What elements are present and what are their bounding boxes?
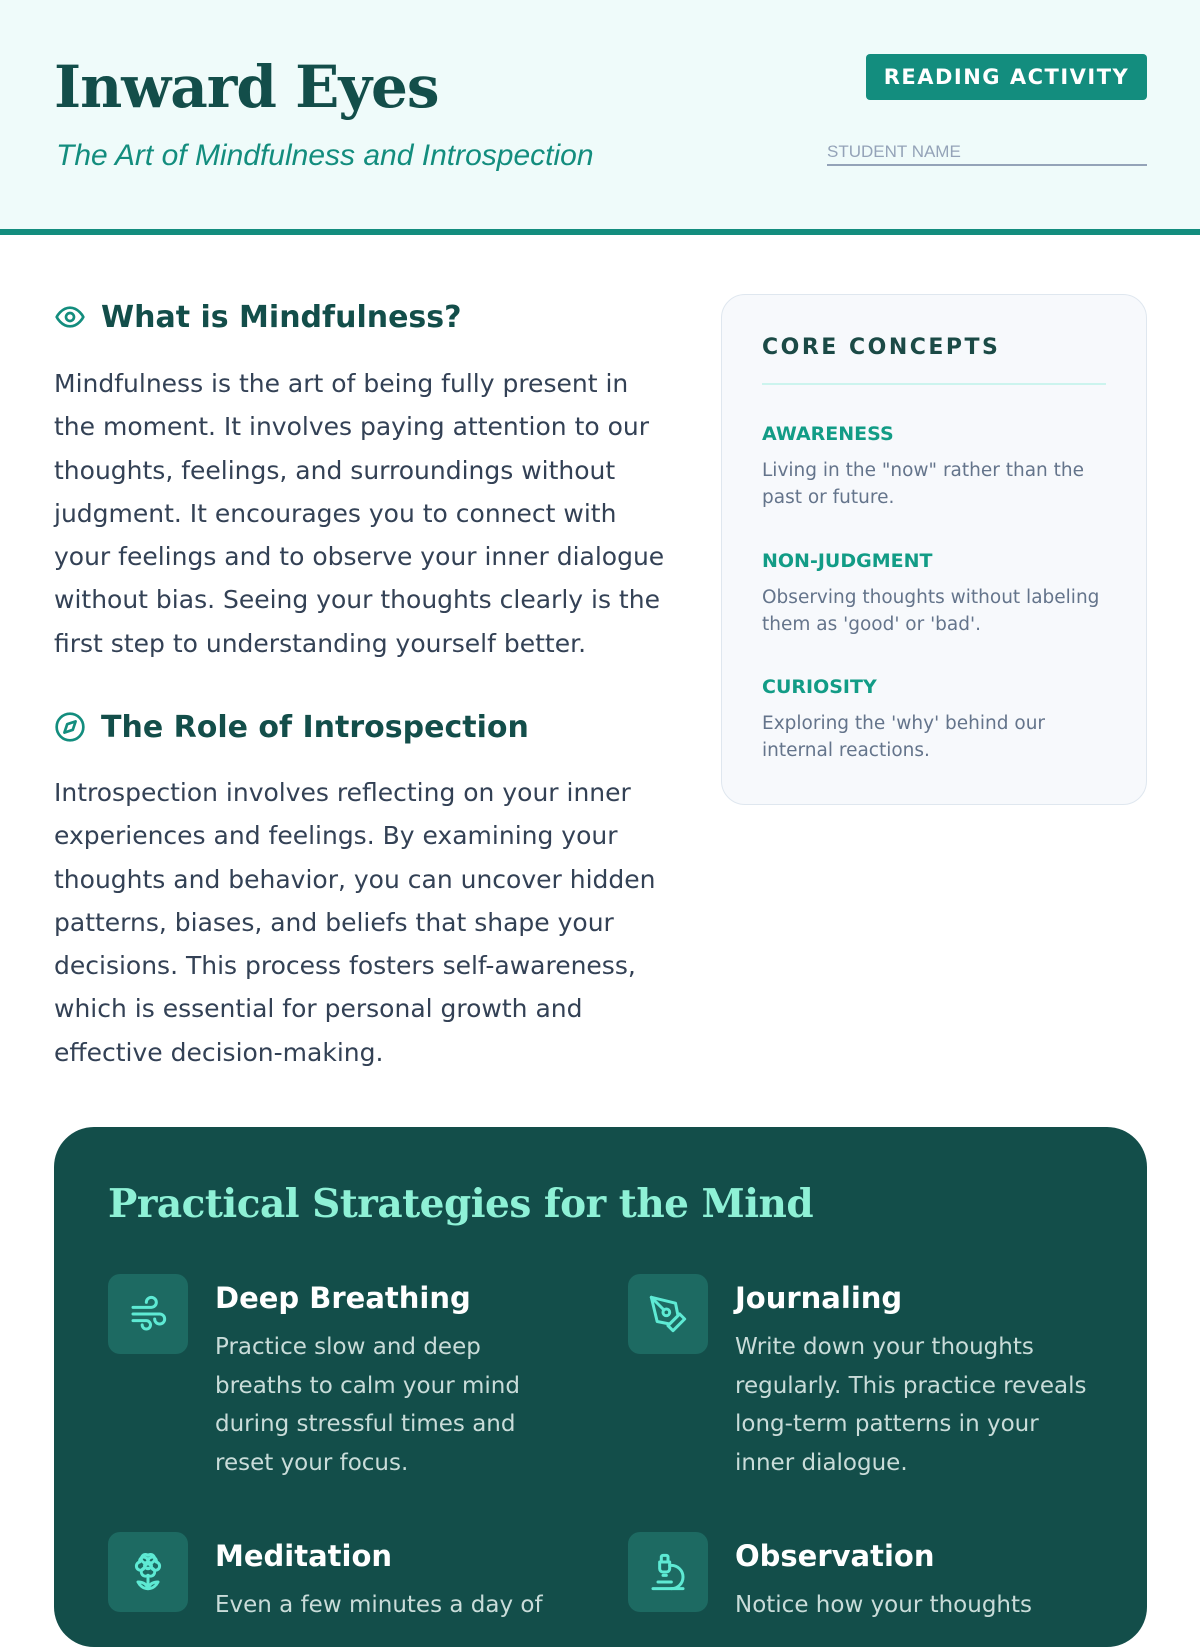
- document-subtitle: The Art of Mindfulness and Introspection: [56, 139, 594, 172]
- strategy-description: Practice slow and deep breaths to calm your mind during stressful times and reset your focus.: [215, 1334, 520, 1476]
- strategies-panel: [54, 1127, 1147, 1647]
- strategy-description: Even a few minutes a day of: [215, 1592, 543, 1618]
- strategy-name: Meditation: [215, 1539, 393, 1573]
- strategy-description: Write down your thoughts regularly. This practice reveals long-term patterns in your inner dialogue.: [735, 1334, 1087, 1476]
- concept-item: [762, 674, 1112, 764]
- wind-icon: [108, 1274, 188, 1354]
- mindfulness-paragraph: Mindfulness is the art of being fully present in the moment. It involves paying attention to our thoughts, feelings, and surroundings without judgment. It encourages you to connect with your feelings and to observe your inner dialogue without bias. Seeing your thoughts clearly is the first step to understanding yourself better.: [54, 369, 665, 658]
- header: [0, 0, 1200, 235]
- section-heading-introspection: [54, 707, 529, 747]
- strategies-title: Practical Strategies for the Mind: [108, 1181, 814, 1227]
- flower-icon: [108, 1532, 188, 1612]
- student-name-field[interactable]: [827, 140, 1147, 166]
- strategy-name: Deep Breathing: [215, 1281, 471, 1315]
- concept-name: CURIOSITY: [762, 676, 877, 698]
- strategy-description: Notice how your thoughts: [735, 1592, 1033, 1618]
- document-title: Inward Eyes: [54, 53, 439, 121]
- concept-name: NON-JUDGMENT: [762, 550, 933, 572]
- concept-name: AWARENESS: [762, 423, 894, 445]
- concept-item: [762, 548, 1112, 638]
- strategy-name: Journaling: [735, 1281, 903, 1315]
- introspection-paragraph: Introspection involves reflecting on your inner experiences and feelings. By examining your thoughts and behavior, you can uncover hidden patterns, biases, and beliefs that shape your decisions. This process fosters self-awareness, which is essential for personal growth and effective decision-making.: [54, 778, 656, 1067]
- concept-item: [762, 421, 1112, 511]
- compass-icon: [54, 711, 86, 743]
- divider: [762, 383, 1106, 385]
- section-heading-mindfulness: [54, 297, 462, 337]
- core-concepts-title: CORE CONCEPTS: [762, 335, 1001, 360]
- concept-description: Observing thoughts without labeling them as 'good' or 'bad'.: [762, 587, 1100, 635]
- section-heading-label: What is Mindfulness?: [101, 299, 462, 335]
- reading-activity-badge: READING ACTIVITY: [866, 54, 1147, 100]
- section-heading-label: The Role of Introspection: [101, 709, 529, 745]
- microscope-icon: [628, 1532, 708, 1612]
- pen-nib-icon: [628, 1274, 708, 1354]
- eye-icon: [54, 301, 86, 333]
- core-concepts-card: [721, 294, 1147, 805]
- strategy-name: Observation: [735, 1539, 935, 1573]
- concept-description: Exploring the 'why' behind our internal reactions.: [762, 713, 1046, 761]
- concept-description: Living in the "now" rather than the past or future.: [762, 460, 1085, 508]
